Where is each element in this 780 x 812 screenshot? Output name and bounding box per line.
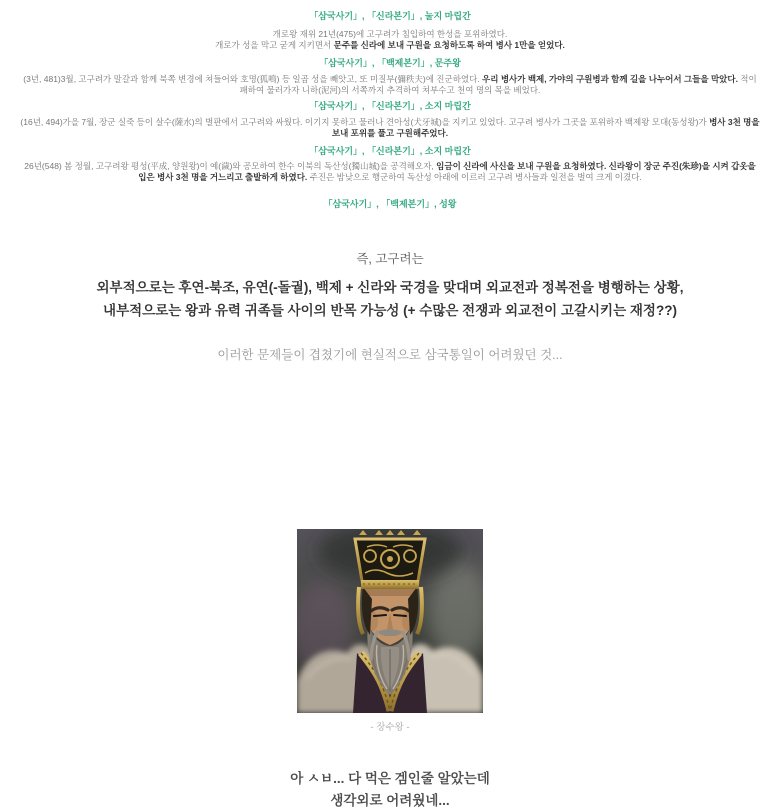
source-citation-soji-2: 「삼국사기」, 「신라본기」, 소지 마립간 bbox=[309, 146, 471, 156]
closing-remark bbox=[0, 768, 780, 812]
summary-intro: 즉, 고구려는 bbox=[356, 252, 424, 266]
closing-remark-line1: 아 ㅅㅂ... 다 먹은 겜인줄 알았는데 bbox=[290, 771, 490, 786]
jangsu-figure bbox=[297, 529, 483, 734]
source-citation-nulji: 「삼국사기」, 「신라본기」, 눌지 마립간 bbox=[309, 11, 471, 21]
quote-line: 개로가 성을 막고 굳게 지키면서 문주를 신라에 보내 구원을 요청하도록 하여 병사 1만을 얻었다. bbox=[215, 40, 565, 50]
summary-internal-point: 내부적으로는 왕과 유력 귀족들 사이의 반목 가능성 (+ 수많은 전쟁과 외교전이 고갈시키는 재정??) bbox=[103, 303, 677, 318]
quote-salsu-battle: (16년, 494)가을 7월, 장군 실죽 등이 살수(薩水)의 벌판에서 고구려와 싸웠다. 이기지 못하고 물러나 견아성(犬牙城)을 지키고 있었다. 고구려 병사가 그곳을 포위하자 백제왕 모대(동성왕)가 병사 3천 명을 보내 포위를 풀고 구원해주었다. bbox=[20, 117, 760, 138]
summary-points bbox=[40, 276, 740, 322]
portrait-caption: - 장수왕 - bbox=[370, 722, 410, 733]
quote-hanseong-siege bbox=[19, 29, 761, 51]
source-citation-munju: 「삼국사기」, 「백제본기」, 문주왕 bbox=[319, 58, 461, 68]
summary-conclusion: 이러한 문제들이 겹쳤기에 현실적으로 삼국통일이 어려웠던 것... bbox=[217, 348, 563, 362]
source-citation-seong: 「삼국사기」, 「백제본기」, 성왕 bbox=[323, 199, 457, 209]
quote-doksanseong-battle: 26년(548) 봄 정월, 고구려왕 평성(平成, 양원왕)이 예(濊)와 공모하여 한수 이북의 독산성(獨山城)을 공격해오자, 임금이 신라에 사신을 보내 구원을 요청하였다. 신라왕이 장군 주진(朱珍)을 시켜 갑옷을 입은 병사 3천 명을 거느리고 출발하게 하였다. 주진은 밤낮으로 행군하여 독산성 아래에 이르러 고구려 병사들과 일전을 벌여 크게 이겼다. bbox=[24, 161, 756, 182]
closing-remark-line2: 생각외로 어려웠네... bbox=[330, 793, 450, 808]
quote-mijilbu-battle: (3년, 481)3월, 고구려가 말갈과 함께 북쪽 변경에 쳐들어와 호명(狐鳴) 등 일곱 성을 빼앗고, 또 미질부(彌秩夫)에 진군하였다. 우리 병사가 백제, 가야의 구원병과 함께 길을 나누어서 그들을 막았다. 적이 패하여 물러가자 니하(泥河)의 서쪽까지 추격하여 쳐부수고 천여 명의 목을 베었다. bbox=[23, 74, 757, 95]
source-citation-soji-1: 「삼국사기」, 「신라본기」, 소지 마립간 bbox=[309, 101, 471, 111]
quote-line: 개로왕 재위 21년(475)에 고구려가 침입하여 한성을 포위하였다. bbox=[272, 29, 508, 39]
jangsu-portrait-image bbox=[297, 529, 483, 713]
summary-external-point: 외부적으로는 후연-북조, 유연(-돌궐), 백제 + 신라와 국경을 맞대며 외교전과 정복전을 병행하는 상황, bbox=[96, 280, 684, 295]
